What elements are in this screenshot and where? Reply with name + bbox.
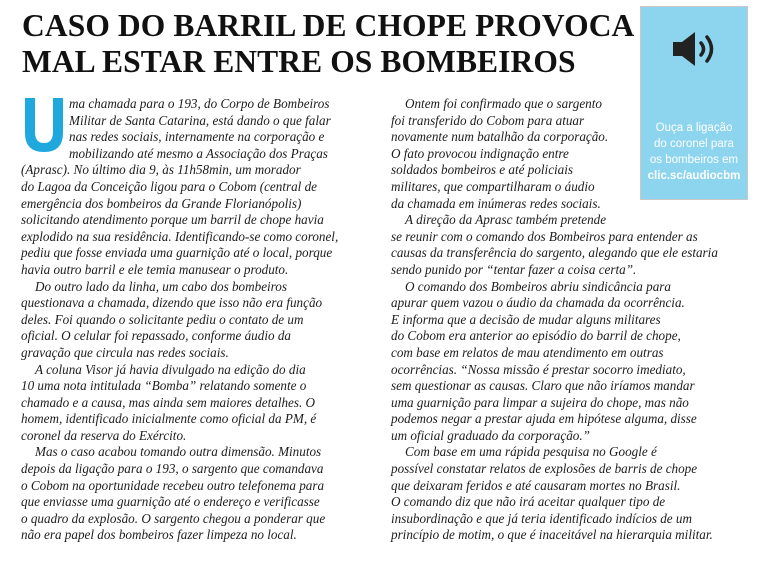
article-line: Mas o caso acabou tomando outra dimensão. Minutos [35,444,322,460]
article-line: O fato provocou indignação entre [391,145,569,161]
article-line: Com base em uma rápida pesquisa no Google é [405,444,657,460]
article-line: que enviasse uma guarnição até o endereço e verificasse [21,494,320,510]
article-line: questionava a chamada, dizendo que isso não era função [21,295,323,311]
article-line: causas da transferência do sargento, alegando que ele estaria [391,245,718,261]
audio-link[interactable]: clic.sc/audiocbm [647,170,741,182]
article-line: da chamada em inúmeras redes sociais. [391,195,601,211]
article-line: um oficial graduado da corporação.” [391,427,590,443]
speaker-icon[interactable] [671,29,717,69]
article-line: ma chamada para o 193, do Corpo de Bombeiros [69,96,330,111]
audio-caption-line: do coronel para [654,138,734,150]
article-column-right [391,96,756,544]
article-line: nas redes sociais, internamente na corporação e [69,129,325,145]
article-line: sendo punido por “tentar fazer a coisa certa”. [391,261,637,277]
article-line: Militar de Santa Catarina, está dando o que falar [69,112,331,128]
article-line: foi transferido do Cobom para atuar [391,112,585,128]
article-line: A coluna Visor já havia divulgado na edição do dia [35,361,306,377]
article-line: insubordinação e que já teria identificado indícios de um [391,510,692,526]
article-line: mobilizando até mesmo a Associação dos Praças [69,145,328,161]
article-line: explodido na sua residência. Identificando-se como coronel, [21,228,339,244]
article-line: Do outro lado da linha, um cabo dos bombeiros [35,278,287,294]
article-line: uma guarnição para limpar a sujeira do chope, mas não [391,394,689,410]
article-line: o quadro da explosão. O sargento chegou a ponderar que [21,510,326,526]
article-line: soldados bombeiros e até policiais [391,162,574,178]
article-line: não era papel dos bombeiros fazer limpeza no local. [21,527,297,543]
article-line: possível constatar relatos de explosões de barris de chope [391,461,698,477]
article-line: do Lagoa da Conceição ligou para o Cobom (central de [21,178,318,194]
article-line: sem questionar as causas. Claro que não iríamos mandar [391,378,695,394]
article-line: homem, identificado inicialmente como oficial da PM, é [21,411,317,427]
article-line: deles. Foi quando o solicitante pediu o contato de um [21,311,304,327]
audio-caption-line: Ouça a ligação [655,122,733,134]
article-line: apurar quem vazou o áudio da chamada da ocorrência. [391,295,685,311]
article-line: se reunir com o comando dos Bombeiros para entender as [391,228,698,244]
article-line: militares, que compartilharam o áudio [391,178,595,194]
audio-caption-line: os bombeiros em [649,154,739,166]
article-line: A direção da Aprasc também pretende [405,212,607,228]
headline-line: CASO DO BARRIL DE CHOPE PROVOCA [22,8,635,43]
article-line: pediu que fosse enviada uma guarnição até o local, porque [21,245,333,261]
article-line: Ontem foi confirmado que o sargento [405,96,602,111]
article-line: oficial. O celular foi repassado, conforme áudio da [21,328,291,344]
article-line: gravação que circula nas redes sociais. [21,344,229,360]
article-line: solicitando atendimento porque um barril de chope havia [21,212,324,228]
article-line: que deixaram feridos e até causaram mortes no Brasil. [391,477,681,493]
article-line: novamente num batalhão da corporação. [391,129,609,145]
article-line: coronel da reserva do Exército. [21,427,187,443]
article-line: O comando diz que não irá aceitar qualquer tipo de [391,494,666,510]
article-line: podemos negar a prestar ajuda em hipótese alguma, disse [391,411,697,427]
headline-line: MAL ESTAR ENTRE OS BOMBEIROS [22,44,576,79]
article-line: 10 uma nota intitulada “Bomba” relatando somente o [21,378,307,394]
article-line: princípio de motim, o que é inaceitável na hierarquia militar. [391,527,713,543]
article-line: (Aprasc). No último dia 9, às 11h58min, um morador [21,162,301,178]
article-line: chamado e a causa, mas ainda sem maiores detalhes. O [21,394,316,410]
article-line: ocorrências. “Nossa missão é prestar socorro imediato, [391,361,686,377]
article-line: o Cobom na oportunidade recebeu outro telefonema para [21,477,325,493]
headline [22,8,635,80]
article-column-left [21,96,376,544]
article-line: O comando dos Bombeiros abriu sindicância para [405,278,671,294]
article-line: depois da ligação para o 193, o sargento que comandava [21,461,324,477]
article-line: do Cobom era anterior ao episódio do barril de chope, [391,328,681,344]
article-line: havia outro barril e ele temia manusear o produto. [21,261,289,277]
article-line: com base em relatos de mau atendimento em outras [391,344,664,360]
drop-cap-letter-u [21,96,67,154]
article-line: E informa que a decisão de mudar alguns militares [391,311,661,327]
article-line: emergência dos bombeiros da Grande Florianópolis) [21,195,302,211]
